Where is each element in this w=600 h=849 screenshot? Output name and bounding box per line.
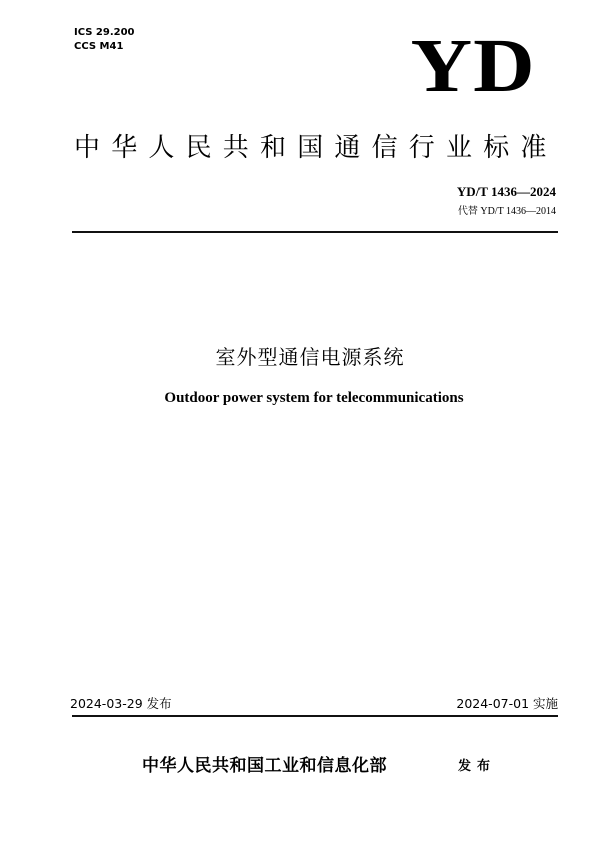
ccs-code: CCS M41: [74, 41, 124, 52]
publisher-name: 中华人民共和国工业和信息化部: [142, 756, 387, 776]
publish-label: 发布: [458, 759, 497, 774]
classification-codes: [74, 26, 135, 54]
bottom-divider: [72, 715, 558, 717]
standard-category-title: 中华人民共和国通信行业标准: [74, 133, 558, 163]
top-divider: [72, 231, 558, 233]
yd-logo: YD: [410, 24, 536, 108]
replaces-standard: 代替 YD/T 1436—2014: [457, 206, 556, 217]
standard-number: YD/T 1436—2024: [456, 184, 556, 199]
document-title-english: Outdoor power system for telecommunications: [164, 390, 464, 406]
ics-code: ICS 29.200: [74, 27, 135, 38]
issue-date: 2024-03-29 发布: [70, 696, 172, 711]
implementation-date: 2024-07-01 实施: [456, 696, 558, 711]
document-title-chinese: 室外型通信电源系统: [215, 345, 405, 369]
